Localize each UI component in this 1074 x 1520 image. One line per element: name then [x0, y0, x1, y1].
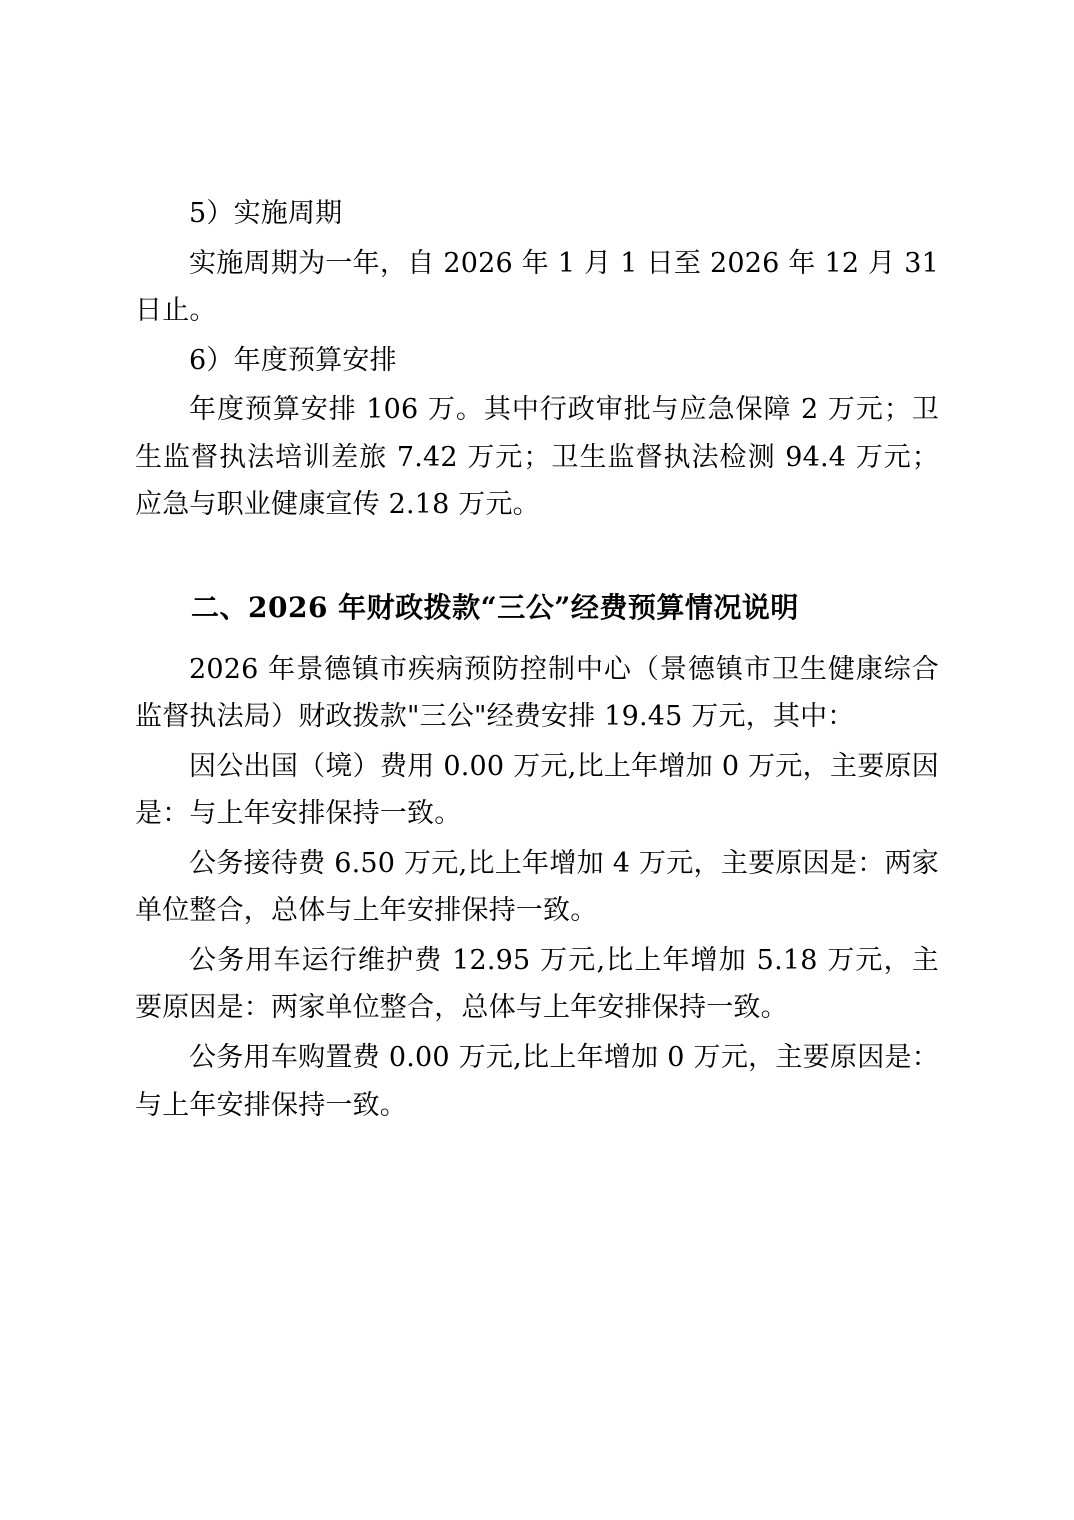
paragraph-official-reception-expense: 公务接待费 6.50 万元,比上年增加 4 万元，主要原因是：两家单位整合，总体与上年安排保持一致。	[135, 847, 939, 927]
paragraph-implementation-cycle-heading: 5）实施周期	[189, 198, 343, 229]
paragraph-vehicle-purchase-expense: 公务用车购置费 0.00 万元,比上年增加 0 万元，主要原因是：与上年安排保持一致。	[135, 1042, 939, 1121]
paragraph-annual-budget-heading: 6）年度预算安排	[189, 344, 397, 376]
document-body	[135, 190, 939, 1129]
paragraph-vehicle-operation-expense: 公务用车运行维护费 12.95 万元,比上年增加 5.18 万元，主要原因是：两家单位整合，总体与上年安排保持一致。	[135, 944, 939, 1024]
paragraph-implementation-cycle-text: 实施周期为一年，自 2026 年 1 月 1 日至 2026 年 12 月 31 日止。	[135, 247, 939, 327]
paragraph-three-public-total: 2026 年景德镇市疾病预防控制中心（景德镇市卫生健康综合监督执法局）财政拨款"三公"经费安排 19.45 万元，其中：	[135, 653, 939, 733]
paragraph-overseas-travel-expense: 因公出国（境）费用 0.00 万元,比上年增加 0 万元，主要原因是：与上年安排保持一致。	[135, 750, 939, 830]
paragraph-annual-budget-text: 年度预算安排 106 万。其中行政审批与应急保障 2 万元；卫生监督执法培训差旅 7.42 万元；卫生监督执法检测 94.4 万元；应急与职业健康宣传 2.18 万元。	[135, 394, 939, 521]
section-heading-three-public-expenses: 二、2026 年财政拨款“三公”经费预算情况说明	[191, 590, 799, 624]
